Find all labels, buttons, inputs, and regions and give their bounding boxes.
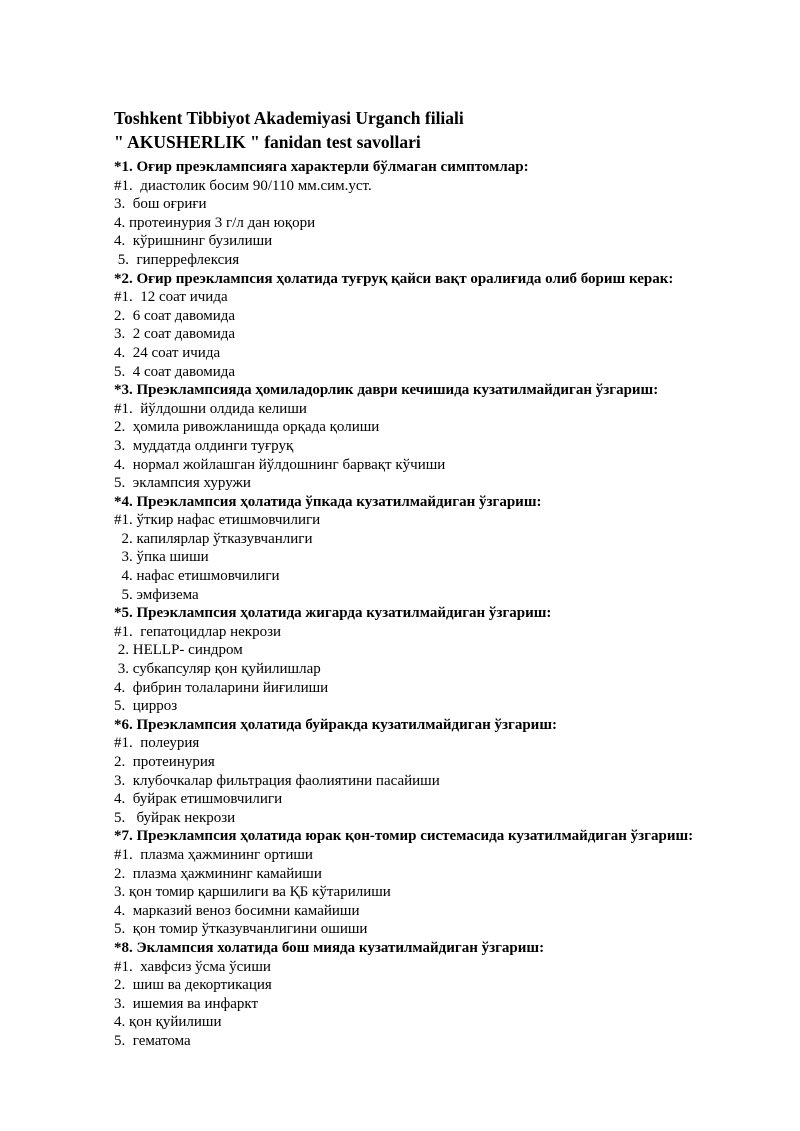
- document-title-line-1: Toshkent Tibbiyot Akademiyasi Urganch filiali: [114, 108, 464, 128]
- answer-option: 4. қон қуйилиши: [114, 1014, 222, 1031]
- answer-option: 2. капилярлар ўтказувчанлиги: [114, 530, 313, 547]
- document-page: [114, 106, 774, 1051]
- answer-option: 3. бош оғриғи: [114, 196, 207, 213]
- answer-option: #1. гепатоцидлар некрози: [114, 623, 282, 640]
- answer-option: 2. шиш ва декортикация: [114, 977, 272, 994]
- answer-option: #1. ўткир нафас етишмовчилиги: [114, 512, 321, 529]
- answer-option: 3. клубочкалар фильтрация фаолиятини пасайиши: [114, 772, 440, 789]
- answer-option: #1. плазма ҳажмининг ортиши: [114, 846, 313, 863]
- question-title: *5. Преэклампсия ҳолатида жигарда кузатилмайдиган ўзгариш:: [114, 605, 552, 622]
- answer-option: 3. субкапсуляр қон қуйилишлар: [114, 661, 321, 678]
- answer-option: 4. кўришнинг бузилиши: [114, 233, 273, 250]
- answer-option: 5. буйрак некрози: [114, 809, 236, 826]
- question-5: [114, 604, 774, 716]
- question-title: *2. Оғир преэклампсия ҳолатида туғруқ қайси вақт оралиғида олиб бориш керак:: [114, 270, 674, 287]
- question-7: [114, 827, 774, 939]
- answer-option: 3. ўпка шиши: [114, 549, 209, 566]
- question-1: [114, 158, 774, 270]
- answer-option: 3. 2 соат давомида: [114, 326, 236, 343]
- answer-option: 2. ҳомила ривожланишда орқада қолиши: [114, 419, 380, 436]
- question-title: *7. Преэклампсия ҳолатида юрак қон-томир системасида кузатилмайдиган ўзгариш:: [114, 828, 694, 845]
- question-list: [114, 158, 774, 1051]
- answer-option: 5. эклампсия хуружи: [114, 475, 251, 492]
- question-8: [114, 939, 774, 1051]
- answer-option: #1. хавфсиз ўсма ўсиши: [114, 958, 271, 975]
- document-title-line-2: " AKUSHERLIK " fanidan test savollari: [114, 132, 421, 152]
- answer-option: 2. протеинурия: [114, 754, 215, 770]
- answer-option: 5. цирроз: [114, 698, 178, 715]
- answer-option: 5. гиперрефлексия: [114, 251, 240, 268]
- answer-option: #1. йўлдошни олдида келиши: [114, 400, 307, 417]
- answer-option: #1. 12 соат ичида: [114, 289, 228, 306]
- answer-option: 3. ишемия ва инфаркт: [114, 995, 259, 1012]
- question-title: *6. Преэклампсия ҳолатида буйракда кузатилмайдиган ўзгариш:: [114, 716, 557, 733]
- answer-option: 5. гематома: [114, 1032, 191, 1049]
- answer-option: #1. диастолик босим 90/110 мм.сим.уст.: [114, 177, 372, 194]
- answer-option: 4. буйрак етишмовчилиги: [114, 791, 283, 808]
- answer-option: 4. фибрин толаларини йиғилиши: [114, 679, 329, 696]
- answer-option: 3. муддатда олдинги туғруқ: [114, 437, 294, 454]
- answer-option: 5. қон томир ўтказувчанлигини ошиши: [114, 921, 368, 938]
- question-4: [114, 493, 774, 605]
- question-title: *4. Преэклампсия ҳолатида ўпкада кузатилмайдиган ўзгариш:: [114, 493, 542, 510]
- question-2: [114, 270, 774, 382]
- answer-option: 2. 6 соат давомида: [114, 307, 236, 324]
- answer-option: 5. 4 соат давомида: [114, 363, 236, 380]
- answer-option: 4. нормал жойлашган йўлдошнинг барвақт кўчиши: [114, 456, 446, 473]
- answer-option: #1. полеурия: [114, 735, 200, 752]
- answer-option: 4. марказий веноз босимни камайиши: [114, 902, 360, 919]
- question-3: [114, 381, 774, 493]
- answer-option: 2. HELLP- синдром: [114, 642, 243, 659]
- answer-option: 3. қон томир қаршилиги ва ҚБ кўтарилиши: [114, 884, 391, 901]
- answer-option: 2. плазма ҳажмининг камайиши: [114, 865, 322, 882]
- question-title: *8. Эклампсия холатида бош мияда кузатилмайдиган ўзгариш:: [114, 939, 545, 956]
- answer-option: 5. эмфизема: [114, 586, 199, 603]
- answer-option: 4. нафас етишмовчилиги: [114, 568, 280, 585]
- answer-option: 4. 24 соат ичида: [114, 344, 221, 361]
- answer-option: 4. протеинурия 3 г/л дан юқори: [114, 214, 316, 231]
- question-title: *1. Оғир преэклампсияга характерли бўлмаган симптомлар:: [114, 159, 529, 175]
- question-6: [114, 716, 774, 828]
- question-title: *3. Преэклампсияда ҳомиладорлик даври кечишида кузатилмайдиган ўзгариш:: [114, 382, 659, 399]
